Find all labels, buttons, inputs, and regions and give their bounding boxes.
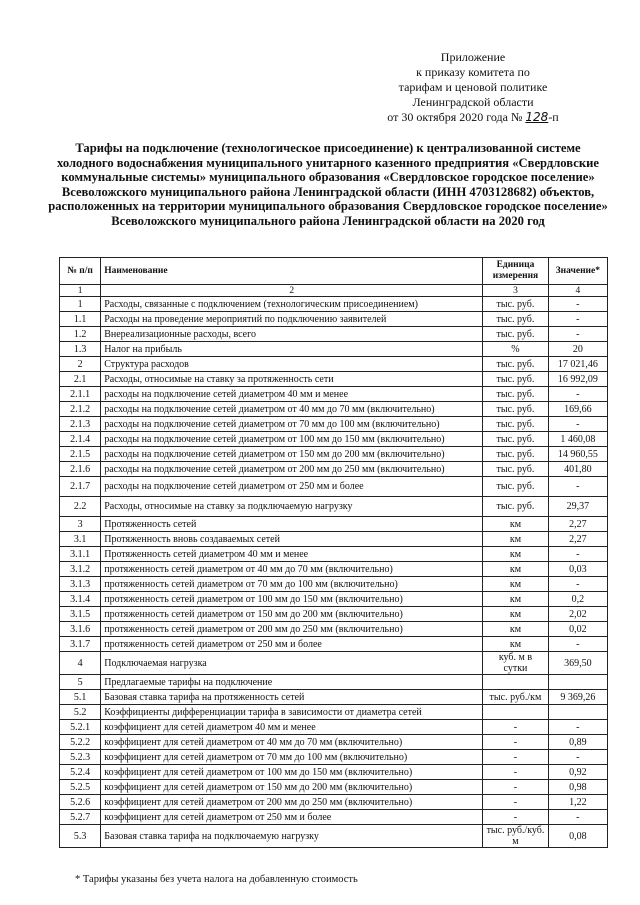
row-unit: км bbox=[483, 532, 548, 547]
table-row bbox=[60, 562, 608, 577]
row-name: протяженность сетей диаметром от 250 мм и более bbox=[101, 637, 483, 652]
row-name: протяженность сетей диаметром от 150 мм до 200 мм (включительно) bbox=[101, 607, 483, 622]
row-unit: тыс. руб. bbox=[483, 432, 548, 447]
row-name: коэффициент для сетей диаметром от 40 мм до 70 мм (включительно) bbox=[101, 735, 483, 750]
row-value: - bbox=[548, 750, 607, 765]
row-number: 3.1.4 bbox=[60, 592, 101, 607]
table-row bbox=[60, 387, 608, 402]
row-name: расходы на подключение сетей диаметром от 70 мм до 100 мм (включительно) bbox=[101, 417, 483, 432]
appendix-block bbox=[358, 50, 588, 125]
table-row bbox=[60, 795, 608, 810]
table-row bbox=[60, 690, 608, 705]
table-row bbox=[60, 652, 608, 675]
row-value bbox=[548, 675, 607, 690]
row-unit: куб. м в сутки bbox=[483, 652, 548, 675]
row-number: 2.1.3 bbox=[60, 417, 101, 432]
row-value: 29,37 bbox=[548, 497, 607, 517]
table-row bbox=[60, 780, 608, 795]
row-value: 169,66 bbox=[548, 402, 607, 417]
row-number: 2.1 bbox=[60, 372, 101, 387]
row-value: 14 960,55 bbox=[548, 447, 607, 462]
row-unit: км bbox=[483, 622, 548, 637]
row-name: Базовая ставка тарифа на протяженность сетей bbox=[101, 690, 483, 705]
table-row bbox=[60, 477, 608, 497]
row-value: 1,22 bbox=[548, 795, 607, 810]
row-unit: км bbox=[483, 547, 548, 562]
row-number: 1.2 bbox=[60, 327, 101, 342]
header-unit: Единица измерения bbox=[483, 258, 548, 285]
row-name: Расходы на проведение мероприятий по подключению заявителей bbox=[101, 312, 483, 327]
row-number: 2.1.2 bbox=[60, 402, 101, 417]
table-row bbox=[60, 622, 608, 637]
table-row bbox=[60, 462, 608, 477]
row-value: 401,80 bbox=[548, 462, 607, 477]
row-number: 3.1.7 bbox=[60, 637, 101, 652]
row-name: Расходы, связанные с подключением (технологическим присоединением) bbox=[101, 297, 483, 312]
table-row bbox=[60, 765, 608, 780]
row-name: Налог на прибыль bbox=[101, 342, 483, 357]
row-value: 1 460,08 bbox=[548, 432, 607, 447]
header-name: Наименование bbox=[101, 258, 483, 285]
row-unit: км bbox=[483, 562, 548, 577]
row-name: коэффициент для сетей диаметром 40 мм и менее bbox=[101, 720, 483, 735]
row-unit: - bbox=[483, 720, 548, 735]
row-unit: тыс. руб. bbox=[483, 357, 548, 372]
table-row bbox=[60, 532, 608, 547]
row-number: 5.2.4 bbox=[60, 765, 101, 780]
row-name: протяженность сетей диаметром от 200 мм до 250 мм (включительно) bbox=[101, 622, 483, 637]
row-value: 0,08 bbox=[548, 825, 607, 848]
row-name: Коэффициенты дифференциации тарифа в зависимости от диаметра сетей bbox=[101, 705, 483, 720]
row-unit: км bbox=[483, 637, 548, 652]
index-cell: 3 bbox=[483, 285, 548, 297]
row-value: 17 021,46 bbox=[548, 357, 607, 372]
row-name: Расходы, относимые на ставку за подключаемую нагрузку bbox=[101, 497, 483, 517]
appendix-date: от 30 октября 2020 года № bbox=[387, 110, 523, 124]
appendix-line-4: Ленинградской области bbox=[412, 95, 534, 109]
appendix-line-1: Приложение bbox=[440, 50, 506, 64]
row-number: 2.1.4 bbox=[60, 432, 101, 447]
row-number: 5 bbox=[60, 675, 101, 690]
row-name: коэффициент для сетей диаметром от 150 мм до 200 мм (включительно) bbox=[101, 780, 483, 795]
row-name: расходы на подключение сетей диаметром от 150 мм до 200 мм (включительно) bbox=[101, 447, 483, 462]
row-number: 5.2.7 bbox=[60, 810, 101, 825]
index-cell: 2 bbox=[101, 285, 483, 297]
row-unit: - bbox=[483, 735, 548, 750]
row-name: расходы на подключение сетей диаметром от 200 мм до 250 мм (включительно) bbox=[101, 462, 483, 477]
row-number: 3.1.2 bbox=[60, 562, 101, 577]
row-unit: тыс. руб. bbox=[483, 417, 548, 432]
row-name: расходы на подключение сетей диаметром от 40 мм до 70 мм (включительно) bbox=[101, 402, 483, 417]
row-value: - bbox=[548, 720, 607, 735]
appendix-line-2: к приказу комитета по bbox=[416, 65, 530, 79]
row-value: - bbox=[548, 312, 607, 327]
row-unit: тыс. руб. bbox=[483, 327, 548, 342]
row-value bbox=[548, 705, 607, 720]
row-name: расходы на подключение сетей диаметром 40 мм и менее bbox=[101, 387, 483, 402]
row-number: 5.2 bbox=[60, 705, 101, 720]
row-name: Протяженность вновь создаваемых сетей bbox=[101, 532, 483, 547]
row-value: - bbox=[548, 417, 607, 432]
table-row bbox=[60, 297, 608, 312]
row-number: 1 bbox=[60, 297, 101, 312]
document-title: Тарифы на подключение (технологическое присоединение) к централизованной системе холодного водоснабжения муниципального унитарного казенного предприятия «Свердловские коммунальные системы» муниципального образования «Свердловское городское поселение» Всеволожского муниципального района Ленинградской области (ИНН 4703128682) объектов, расположенных на территории муниципального образования Свердловское городское поселение» Всеволожского муниципального района Ленинградской области на 2020 год bbox=[48, 141, 608, 228]
row-name: Расходы, относимые на ставку за протяженность сети bbox=[101, 372, 483, 387]
row-number: 2.1.6 bbox=[60, 462, 101, 477]
row-value: 0,98 bbox=[548, 780, 607, 795]
row-number: 2.2 bbox=[60, 497, 101, 517]
row-name: протяженность сетей диаметром от 100 мм до 150 мм (включительно) bbox=[101, 592, 483, 607]
index-cell: 4 bbox=[548, 285, 607, 297]
table-row bbox=[60, 327, 608, 342]
row-number: 5.2.6 bbox=[60, 795, 101, 810]
row-unit: тыс. руб./км bbox=[483, 690, 548, 705]
row-number: 3.1.3 bbox=[60, 577, 101, 592]
row-unit: тыс. руб. bbox=[483, 372, 548, 387]
table-index-row bbox=[60, 285, 608, 297]
row-name: Внереализационные расходы, всего bbox=[101, 327, 483, 342]
row-unit: км bbox=[483, 577, 548, 592]
table-body bbox=[60, 297, 608, 848]
row-number: 5.3 bbox=[60, 825, 101, 848]
row-number: 3.1.5 bbox=[60, 607, 101, 622]
table-row bbox=[60, 402, 608, 417]
row-name: расходы на подключение сетей диаметром от 100 мм до 150 мм (включительно) bbox=[101, 432, 483, 447]
table-row bbox=[60, 342, 608, 357]
row-name: коэффициент для сетей диаметром от 100 мм до 150 мм (включительно) bbox=[101, 765, 483, 780]
row-value: 0,89 bbox=[548, 735, 607, 750]
row-unit: км bbox=[483, 592, 548, 607]
table-row bbox=[60, 592, 608, 607]
row-unit: тыс. руб. bbox=[483, 297, 548, 312]
table-row bbox=[60, 810, 608, 825]
row-value: 369,50 bbox=[548, 652, 607, 675]
row-value: - bbox=[548, 637, 607, 652]
row-value: 9 369,26 bbox=[548, 690, 607, 705]
row-number: 5.2.2 bbox=[60, 735, 101, 750]
table-row bbox=[60, 720, 608, 735]
table-row bbox=[60, 735, 608, 750]
table-row bbox=[60, 312, 608, 327]
row-number: 5.2.5 bbox=[60, 780, 101, 795]
row-name: Базовая ставка тарифа на подключаемую нагрузку bbox=[101, 825, 483, 848]
row-unit: тыс. руб. bbox=[483, 402, 548, 417]
row-value: - bbox=[548, 810, 607, 825]
row-number: 1.1 bbox=[60, 312, 101, 327]
row-unit: тыс. руб. bbox=[483, 387, 548, 402]
row-value: 20 bbox=[548, 342, 607, 357]
row-unit: % bbox=[483, 342, 548, 357]
row-value: - bbox=[548, 477, 607, 497]
appendix-line-3: тарифам и ценовой политике bbox=[398, 80, 548, 94]
table-row bbox=[60, 432, 608, 447]
row-number: 2 bbox=[60, 357, 101, 372]
row-unit: - bbox=[483, 780, 548, 795]
row-number: 5.2.3 bbox=[60, 750, 101, 765]
row-unit: км bbox=[483, 607, 548, 622]
row-value: 2,27 bbox=[548, 517, 607, 532]
row-name: Протяженность сетей bbox=[101, 517, 483, 532]
row-unit: тыс. руб. bbox=[483, 447, 548, 462]
row-unit: км bbox=[483, 517, 548, 532]
table-row bbox=[60, 417, 608, 432]
table-row bbox=[60, 517, 608, 532]
row-unit bbox=[483, 675, 548, 690]
row-number: 3.1.6 bbox=[60, 622, 101, 637]
row-number: 3.1.1 bbox=[60, 547, 101, 562]
table-row bbox=[60, 825, 608, 848]
row-value: 2,27 bbox=[548, 532, 607, 547]
row-name: коэффициент для сетей диаметром от 250 мм и более bbox=[101, 810, 483, 825]
table-row bbox=[60, 497, 608, 517]
row-name: коэффициент для сетей диаметром от 70 мм до 100 мм (включительно) bbox=[101, 750, 483, 765]
row-name: расходы на подключение сетей диаметром от 250 мм и более bbox=[101, 477, 483, 497]
table-row bbox=[60, 705, 608, 720]
row-number: 2.1.5 bbox=[60, 447, 101, 462]
row-value: - bbox=[548, 327, 607, 342]
table-row bbox=[60, 447, 608, 462]
header-number: № п/п bbox=[60, 258, 101, 285]
table-row bbox=[60, 637, 608, 652]
index-cell: 1 bbox=[60, 285, 101, 297]
row-number: 3.1 bbox=[60, 532, 101, 547]
table-row bbox=[60, 607, 608, 622]
row-unit: - bbox=[483, 795, 548, 810]
row-unit: тыс. руб. bbox=[483, 462, 548, 477]
row-unit: тыс. руб. bbox=[483, 497, 548, 517]
header-value: Значение* bbox=[548, 258, 607, 285]
row-value: - bbox=[548, 547, 607, 562]
row-value: 0,92 bbox=[548, 765, 607, 780]
row-value: - bbox=[548, 577, 607, 592]
table-header-row bbox=[60, 258, 608, 285]
row-unit: - bbox=[483, 750, 548, 765]
row-value: 0,2 bbox=[548, 592, 607, 607]
row-unit: - bbox=[483, 765, 548, 780]
row-number: 2.1.7 bbox=[60, 477, 101, 497]
tariff-table bbox=[59, 257, 608, 848]
order-suffix: -п bbox=[548, 110, 559, 124]
row-unit bbox=[483, 705, 548, 720]
row-number: 1.3 bbox=[60, 342, 101, 357]
table-row bbox=[60, 547, 608, 562]
order-number: 128 bbox=[525, 110, 549, 124]
table-row bbox=[60, 357, 608, 372]
row-unit: - bbox=[483, 810, 548, 825]
row-value: 0,03 bbox=[548, 562, 607, 577]
row-name: Предлагаемые тарифы на подключение bbox=[101, 675, 483, 690]
table-row bbox=[60, 372, 608, 387]
row-number: 4 bbox=[60, 652, 101, 675]
row-name: протяженность сетей диаметром от 40 мм до 70 мм (включительно) bbox=[101, 562, 483, 577]
row-value: 16 992,09 bbox=[548, 372, 607, 387]
row-name: коэффициент для сетей диаметром от 200 мм до 250 мм (включительно) bbox=[101, 795, 483, 810]
row-unit: тыс. руб./куб. м bbox=[483, 825, 548, 848]
table-row bbox=[60, 750, 608, 765]
row-value: 0,02 bbox=[548, 622, 607, 637]
appendix-date-line bbox=[358, 110, 588, 125]
row-number: 2.1.1 bbox=[60, 387, 101, 402]
row-name: Структура расходов bbox=[101, 357, 483, 372]
row-name: протяженность сетей диаметром от 70 мм до 100 мм (включительно) bbox=[101, 577, 483, 592]
table-row bbox=[60, 675, 608, 690]
row-number: 3 bbox=[60, 517, 101, 532]
row-value: 2,02 bbox=[548, 607, 607, 622]
row-value: - bbox=[548, 387, 607, 402]
row-name: Протяженность сетей диаметром 40 мм и менее bbox=[101, 547, 483, 562]
table-row bbox=[60, 577, 608, 592]
row-unit: тыс. руб. bbox=[483, 312, 548, 327]
row-number: 5.1 bbox=[60, 690, 101, 705]
row-unit: тыс. руб. bbox=[483, 477, 548, 497]
row-value: - bbox=[548, 297, 607, 312]
row-number: 5.2.1 bbox=[60, 720, 101, 735]
footnote: * Тарифы указаны без учета налога на добавленную стоимость bbox=[75, 874, 358, 885]
row-name: Подключаемая нагрузка bbox=[101, 652, 483, 675]
